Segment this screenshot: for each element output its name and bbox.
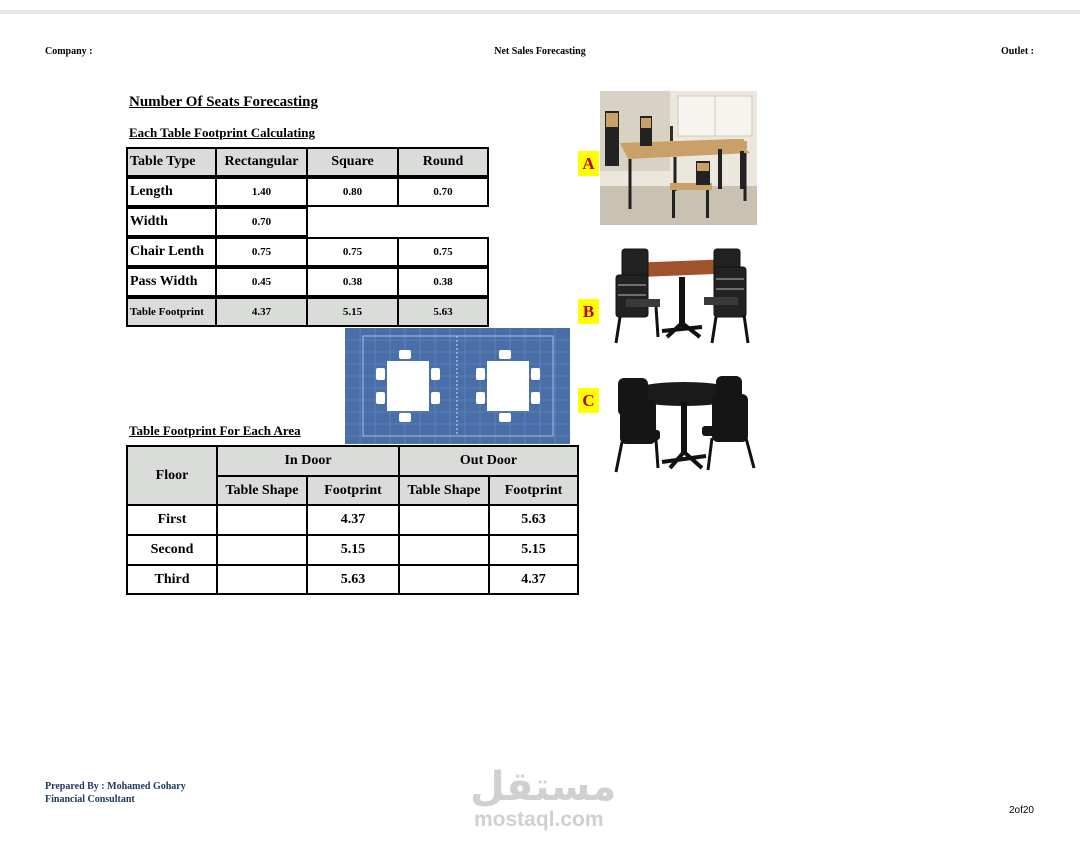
row-label: Width	[126, 207, 217, 237]
table-header-cell: Rectangular	[215, 147, 308, 177]
table-cell: 0.75	[397, 237, 489, 267]
round-table-photo	[612, 372, 757, 475]
table-cell	[216, 564, 308, 595]
table-cell: 0.80	[306, 177, 399, 207]
sub-header-cell: Table Shape	[398, 475, 490, 506]
square-table-photo	[612, 245, 752, 347]
table-cell: 5.15	[306, 297, 399, 327]
table-cell: 5.15	[488, 534, 579, 566]
rectangular-table-photo	[600, 91, 757, 225]
table-cell	[398, 504, 490, 536]
page-number: 2of20	[1008, 805, 1034, 816]
table-cell: 0.70	[397, 177, 489, 207]
table-cell: 5.63	[397, 297, 489, 327]
table-cell: 5.63	[488, 504, 579, 536]
row-label: Chair Lenth	[126, 237, 217, 267]
image-tag-c: C	[578, 388, 599, 413]
table-cell	[398, 564, 490, 595]
indoor-header: In Door	[216, 445, 400, 477]
floor-plan-image	[345, 328, 570, 444]
sub-header-cell: Footprint	[488, 475, 579, 506]
top-divider	[0, 10, 1080, 14]
area-table-title: Table Footprint For Each Area	[129, 423, 301, 438]
table-cell: 4.37	[215, 297, 308, 327]
table-cell: 0.75	[215, 237, 308, 267]
table-cell: 0.45	[215, 267, 308, 297]
outdoor-header: Out Door	[398, 445, 579, 477]
row-label: Pass Width	[126, 267, 217, 297]
outlet-label: Outlet :	[1000, 46, 1034, 57]
footprint-calc-title: Each Table Footprint Calculating	[129, 125, 315, 140]
table-cell	[398, 534, 490, 566]
table-header-cell: Round	[397, 147, 489, 177]
table-cell: 5.63	[306, 564, 400, 595]
table-cell: 0.38	[306, 267, 399, 297]
image-tag-b: B	[578, 299, 599, 324]
section-title: Number Of Seats Forecasting	[129, 94, 319, 110]
table-header-cell: Square	[306, 147, 399, 177]
floor-header: Floor	[126, 445, 218, 506]
table-cell	[216, 504, 308, 536]
watermark-logo: مستقل	[470, 764, 617, 810]
table-cell	[216, 534, 308, 566]
table-cell: 4.37	[306, 504, 400, 536]
image-tag-a: A	[578, 151, 599, 176]
floor-cell: First	[126, 504, 218, 536]
consultant-role: Financial Consultant	[45, 794, 135, 805]
sub-header-cell: Footprint	[306, 475, 400, 506]
table-cell: 0.38	[397, 267, 489, 297]
row-label: Table Footprint	[126, 297, 217, 327]
company-label: Company :	[45, 46, 93, 57]
floor-cell: Third	[126, 564, 218, 595]
floor-cell: Second	[126, 534, 218, 566]
table-cell: 0.70	[215, 207, 308, 237]
sub-header-cell: Table Shape	[216, 475, 308, 506]
table-cell: 1.40	[215, 177, 308, 207]
row-label: Length	[126, 177, 217, 207]
table-cell: 5.15	[306, 534, 400, 566]
table-cell: 0.75	[306, 237, 399, 267]
prepared-by: Prepared By : Mohamed Gohary	[45, 781, 186, 792]
table-header-cell: Table Type	[126, 147, 217, 177]
table-cell: 4.37	[488, 564, 579, 595]
watermark-url: mostaql.com	[474, 808, 604, 831]
report-title: Net Sales Forecasting	[494, 46, 586, 57]
